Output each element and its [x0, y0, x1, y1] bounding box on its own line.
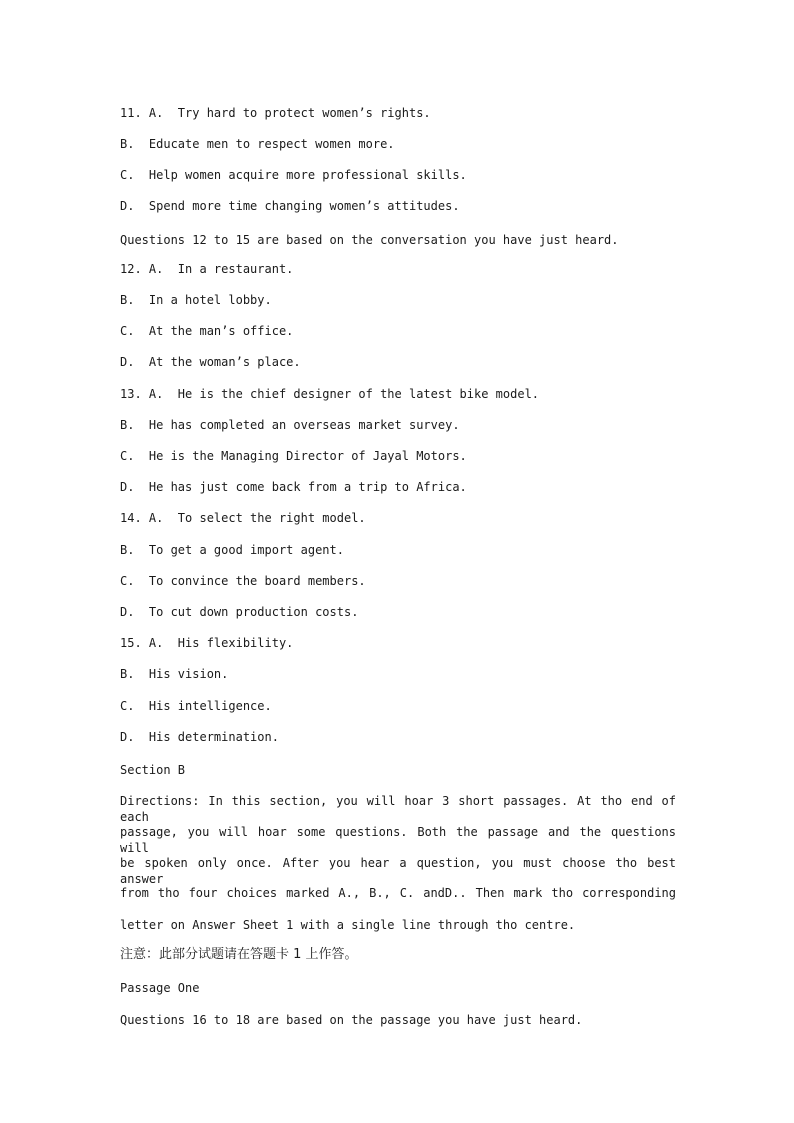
q12-option-b: B. In a hotel lobby.	[120, 293, 272, 307]
q13-option-b: B. He has completed an overseas market survey.	[120, 418, 460, 432]
q13-option-c: C. He is the Managing Director of Jayal Motors.	[120, 449, 467, 463]
q15-option-d: D. His determination.	[120, 730, 279, 744]
q15-option-b: B. His vision.	[120, 667, 229, 681]
section-b-heading: Section B	[120, 763, 186, 777]
q11-option-a: 11. A. Try hard to protect women’s rights.	[120, 106, 431, 120]
directions-line: letter on Answer Sheet 1 with a single line through tho centre.	[120, 918, 576, 932]
answer-sheet-note: 注意：此部分试题请在答题卡 1 上作答。	[120, 947, 358, 962]
directions-line: from tho four choices marked A., B., C. andD.. Then mark tho corresponding	[120, 886, 676, 900]
q15-option-a: 15. A. His flexibility.	[120, 636, 294, 650]
q13-option-d: D. He has just come back from a trip to Africa.	[120, 480, 467, 494]
directions-line: passage, you will hoar some questions. Both the passage and the questions will	[120, 825, 676, 855]
passage-one-heading: Passage One	[120, 981, 200, 995]
q15-option-c: C. His intelligence.	[120, 699, 272, 713]
q13-option-a: 13. A. He is the chief designer of the latest bike model.	[120, 387, 540, 401]
q12-option-c: C. At the man’s office.	[120, 324, 294, 338]
q11-option-d: D. Spend more time changing women’s attitudes.	[120, 199, 460, 213]
questions-12-15-intro: Questions 12 to 15 are based on the conversation you have just heard.	[120, 233, 619, 247]
q11-option-c: C. Help women acquire more professional skills.	[120, 168, 467, 182]
directions-line: Directions: In this section, you will hoar 3 short passages. At tho end of each	[120, 794, 676, 824]
q12-option-d: D. At the woman’s place.	[120, 355, 301, 369]
q14-option-d: D. To cut down production costs.	[120, 605, 359, 619]
directions-line: be spoken only once. After you hear a question, you must choose tho best answer	[120, 856, 676, 886]
questions-16-18-intro: Questions 16 to 18 are based on the passage you have just heard.	[120, 1013, 583, 1027]
q11-option-b: B. Educate men to respect women more.	[120, 137, 395, 151]
q12-option-a: 12. A. In a restaurant.	[120, 262, 294, 276]
q14-option-b: B. To get a good import agent.	[120, 543, 344, 557]
q14-option-a: 14. A. To select the right model.	[120, 511, 366, 525]
q14-option-c: C. To convince the board members.	[120, 574, 366, 588]
section-b-directions	[120, 793, 676, 948]
